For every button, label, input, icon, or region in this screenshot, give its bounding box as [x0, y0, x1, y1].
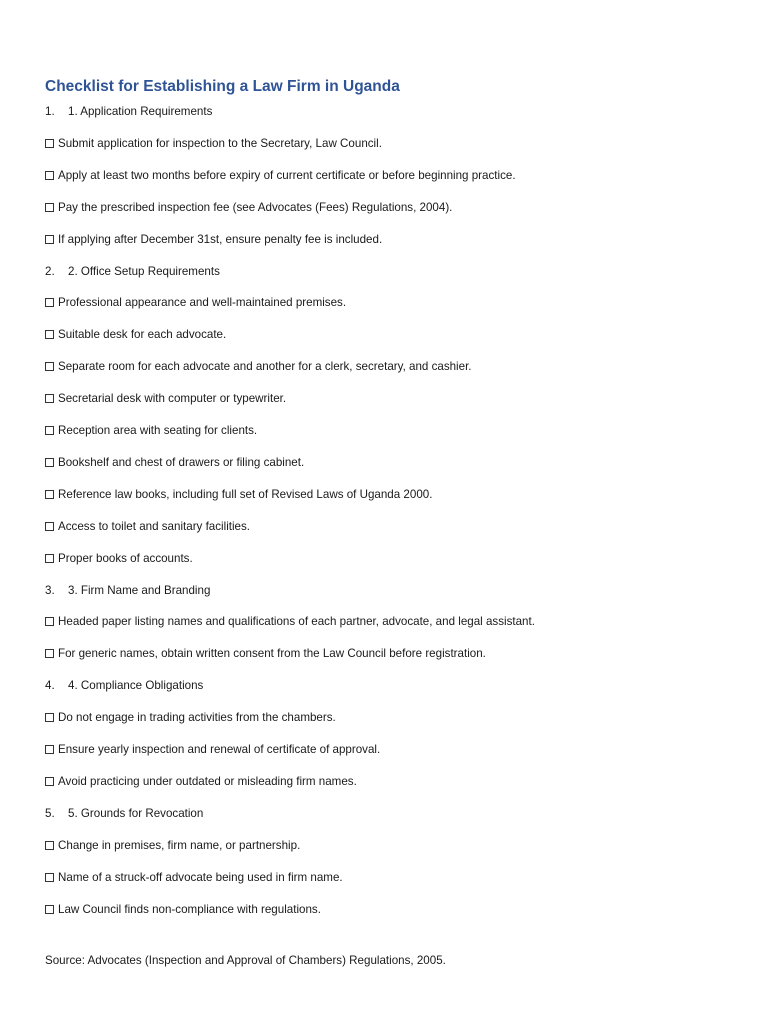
checklist-item [45, 327, 226, 343]
checklist-item [45, 710, 336, 726]
section-heading-text: 2. Office Setup Requirements [68, 264, 220, 278]
checkbox-icon [45, 235, 54, 244]
section-heading-text: 5. Grounds for Revocation [68, 806, 204, 820]
source-note: Source: Advocates (Inspection and Approval of Chambers) Regulations, 2005. [45, 954, 446, 967]
checklist-item-text: Avoid practicing under outdated or misleading firm names. [58, 774, 357, 788]
checkbox-icon [45, 873, 54, 882]
checklist-item [45, 838, 300, 854]
checkbox-icon [45, 203, 54, 212]
checklist-item-text: Reception area with seating for clients. [58, 424, 258, 437]
checkbox-icon [45, 905, 54, 914]
checkbox-icon [45, 426, 54, 435]
checkbox-icon [45, 362, 54, 371]
checklist-item [45, 870, 343, 886]
checklist-item-text: For generic names, obtain written consent from the Law Council before registration. [58, 647, 486, 661]
section-heading [45, 104, 212, 120]
checkbox-icon [45, 777, 54, 786]
checklist-item [45, 902, 321, 918]
checklist-item-text: If applying after December 31st, ensure penalty fee is included. [58, 232, 383, 246]
checkbox-icon [45, 394, 54, 403]
section-number: 1. [45, 105, 55, 118]
checklist-item [45, 168, 516, 184]
checklist-item-text: Submit application for inspection to the Secretary, Law Council. [58, 136, 382, 150]
checklist-item [45, 295, 346, 311]
checkbox-icon [45, 649, 54, 658]
section-heading [45, 264, 220, 280]
checklist-item-text: Change in premises, firm name, or partnership. [58, 838, 301, 852]
checklist-item-text: Reference law books, including full set of Revised Laws of Uganda 2000. [58, 487, 433, 501]
checklist-item-text: Bookshelf and chest of drawers or filing cabinet. [58, 455, 305, 469]
checkbox-icon [45, 522, 54, 531]
checklist-item [45, 646, 486, 662]
checklist-item-text: Pay the prescribed inspection fee (see Advocates (Fees) Regulations, 2004). [58, 200, 453, 214]
section-number: 2. [45, 264, 55, 278]
section-number: 4. [45, 679, 55, 693]
checklist-item [45, 487, 432, 503]
checklist-item [45, 551, 193, 567]
checkbox-icon [45, 298, 54, 307]
section-heading [45, 806, 203, 822]
checklist-item [45, 423, 257, 439]
checklist-item [45, 232, 382, 248]
checklist-item [45, 391, 286, 407]
checklist-item-text: Name of a struck-off advocate being used in firm name. [58, 870, 343, 884]
section-heading [45, 678, 203, 694]
checklist-item-text: Ensure yearly inspection and renewal of certificate of approval. [58, 743, 381, 756]
checklist-item [45, 455, 304, 471]
checklist-item-text: Proper books of accounts. [58, 551, 193, 565]
checklist-item [45, 742, 380, 758]
section-heading-text: 3. Firm Name and Branding [68, 583, 211, 597]
document-title: Checklist for Establishing a Law Firm in Uganda [45, 78, 400, 95]
checkbox-icon [45, 554, 54, 563]
checklist-item [45, 774, 357, 790]
checkbox-icon [45, 841, 54, 850]
checklist-item-text: Professional appearance and well-maintained premises. [58, 296, 347, 310]
checkbox-icon [45, 745, 54, 754]
section-heading-text: 4. Compliance Obligations [68, 679, 204, 693]
checkbox-icon [45, 330, 54, 339]
checklist-item-text: Separate room for each advocate and another for a clerk, secretary, and cashier. [58, 360, 472, 374]
section-heading [45, 583, 210, 599]
checkbox-icon [45, 617, 54, 626]
checklist-item [45, 614, 535, 630]
checklist-item [45, 519, 250, 535]
checkbox-icon [45, 171, 54, 180]
checklist-item [45, 136, 382, 152]
checklist-item-text: Law Council finds non-compliance with regulations. [58, 902, 321, 916]
section-number: 5. [45, 806, 55, 820]
checklist-item-text: Access to toilet and sanitary facilities. [58, 519, 251, 533]
section-heading-text: 1. Application Requirements [68, 105, 213, 118]
checklist-item-text: Do not engage in trading activities from the chambers. [58, 711, 336, 725]
checklist-item-text: Secretarial desk with computer or typewriter. [58, 392, 287, 406]
checklist-item [45, 359, 472, 375]
checkbox-icon [45, 490, 54, 499]
checkbox-icon [45, 458, 54, 467]
checkbox-icon [45, 139, 54, 148]
section-number: 3. [45, 583, 55, 597]
checklist-item-text: Apply at least two months before expiry of current certificate or before beginning practice. [58, 168, 516, 182]
checkbox-icon [45, 713, 54, 722]
checklist-item-text: Headed paper listing names and qualifications of each partner, advocate, and legal assistant. [58, 615, 535, 629]
checklist-item-text: Suitable desk for each advocate. [58, 328, 227, 342]
checklist-item [45, 200, 452, 216]
